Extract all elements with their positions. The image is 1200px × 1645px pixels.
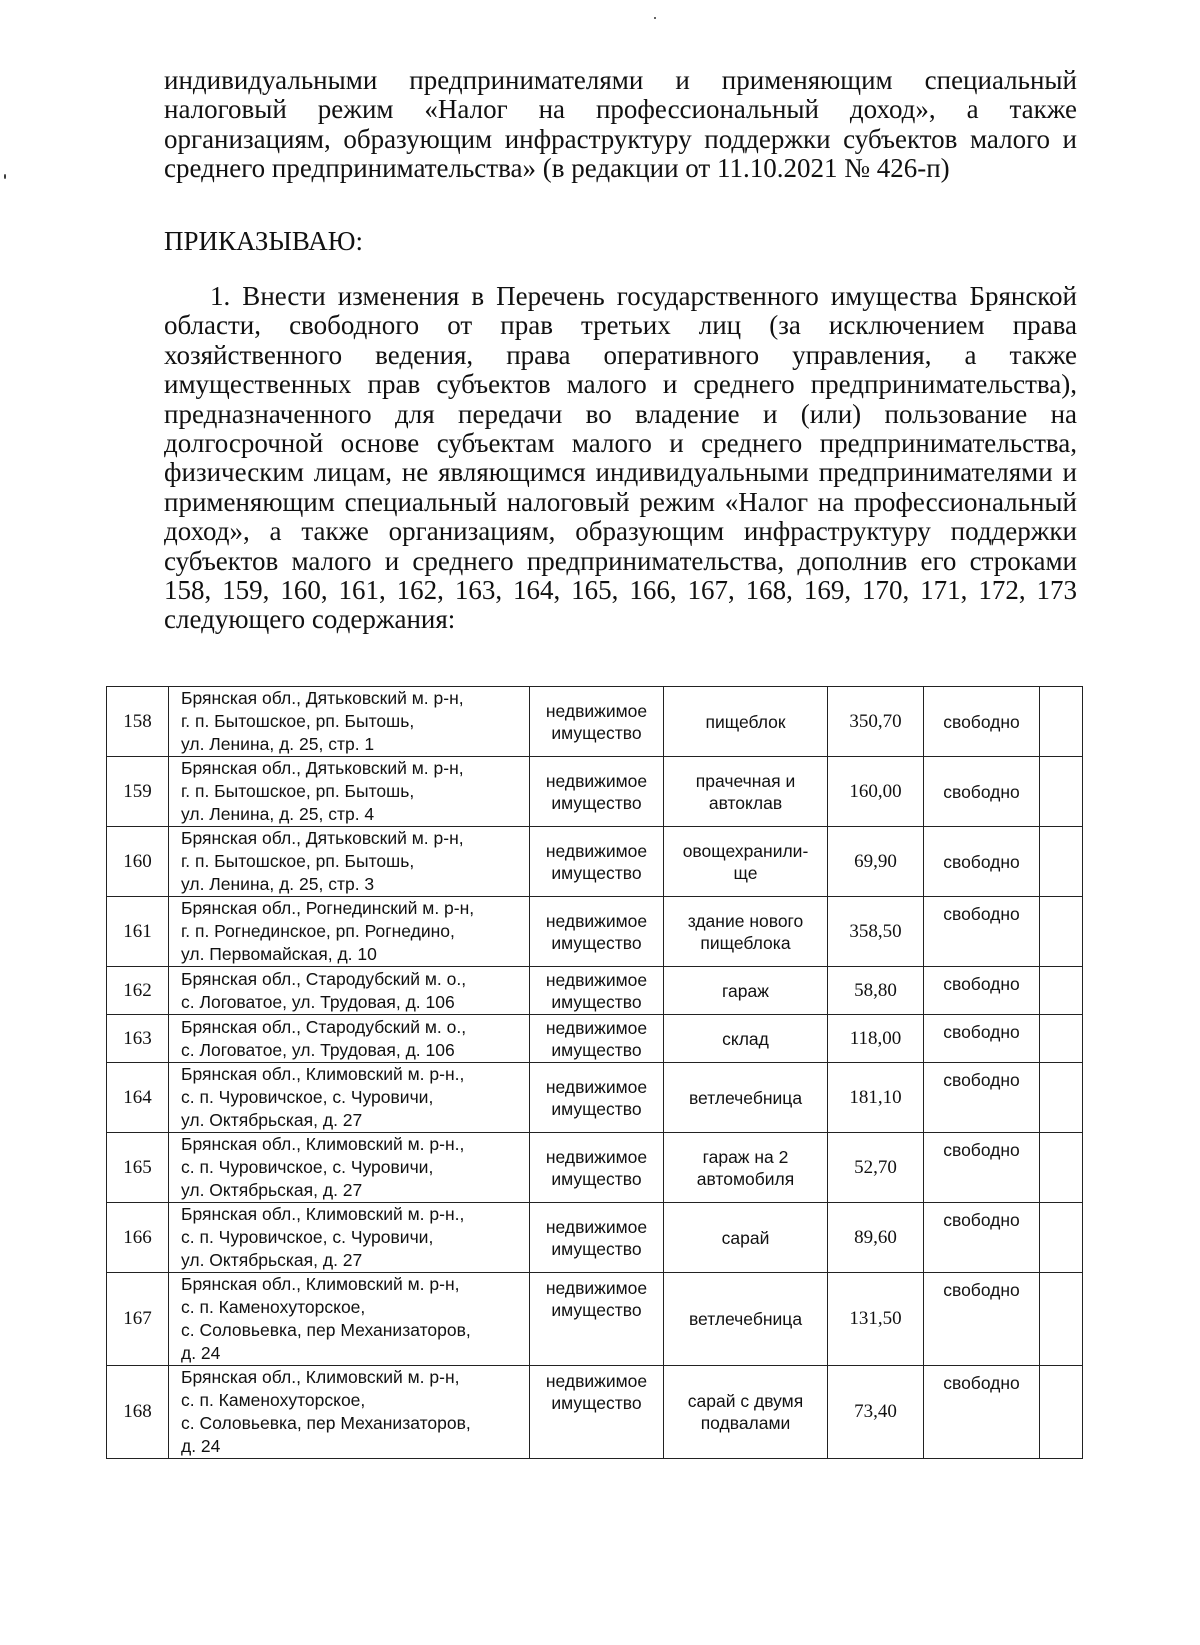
object-name-line: ветлечебница xyxy=(688,1087,803,1108)
table-row xyxy=(107,1015,1083,1063)
address-cell xyxy=(169,897,530,967)
address-line: Брянская обл., Дятьковский м. р-н, xyxy=(181,828,464,848)
property-type-line: имущество xyxy=(551,792,642,813)
address-line: д. 24 xyxy=(181,1436,221,1456)
status-cell: свободно xyxy=(924,687,1040,757)
table-row xyxy=(107,1063,1083,1133)
address-line: с. п. Каменохуторское, xyxy=(181,1297,366,1317)
property-type-cell xyxy=(530,1133,664,1203)
address-cell xyxy=(169,1273,530,1366)
scan-speck xyxy=(4,174,6,179)
row-number-cell: 166 xyxy=(107,1203,169,1273)
object-name-line: овощехранили- xyxy=(682,840,809,861)
status-cell: свободно xyxy=(924,1273,1040,1366)
table-row xyxy=(107,1203,1083,1273)
area-cell: 358,50 xyxy=(828,897,924,967)
property-type-line: имущество xyxy=(551,722,642,743)
property-type-line: недвижимое xyxy=(545,1076,648,1097)
address-line: с. Соловьевка, пер Механизаторов, xyxy=(181,1413,471,1433)
address-cell xyxy=(169,827,530,897)
table-row xyxy=(107,827,1083,897)
address-line: с. п. Чуровичское, с. Чуровичи, xyxy=(181,1157,434,1177)
object-name-line: гараж на 2 xyxy=(702,1146,789,1167)
row-number-cell: 159 xyxy=(107,757,169,827)
object-name-line: автомобиля xyxy=(696,1168,795,1189)
address-line: ул. Октябрьская, д. 27 xyxy=(181,1110,363,1130)
empty-cell xyxy=(1040,967,1083,1015)
property-type-line: недвижимое xyxy=(545,840,648,861)
address-line: д. 24 xyxy=(181,1343,221,1363)
property-type-cell xyxy=(530,1273,664,1366)
empty-cell xyxy=(1040,1015,1083,1063)
object-name-line: прачечная и xyxy=(695,770,796,791)
address-line: ул. Ленина, д. 25, стр. 3 xyxy=(181,874,375,894)
address-line: Брянская обл., Климовский м. р-н., xyxy=(181,1064,465,1084)
property-type-line: недвижимое xyxy=(545,910,648,931)
object-name-line: сарай xyxy=(721,1227,770,1248)
address-line: Брянская обл., Дятьковский м. р-н, xyxy=(181,688,464,708)
address-cell xyxy=(169,757,530,827)
address-line: Брянская обл., Стародубский м. о., xyxy=(181,968,467,989)
area-cell: 181,10 xyxy=(828,1063,924,1133)
row-number-cell: 165 xyxy=(107,1133,169,1203)
address-line: г. п. Бытошское, рп. Бытошь, xyxy=(181,851,415,871)
table-row xyxy=(107,687,1083,757)
property-type-cell xyxy=(530,1063,664,1133)
area-cell: 160,00 xyxy=(828,757,924,827)
address-line: ул. Первомайская, д. 10 xyxy=(181,944,377,964)
address-cell xyxy=(169,1015,530,1063)
address-line: Брянская обл., Стародубский м. о., xyxy=(181,1016,467,1037)
area-cell: 350,70 xyxy=(828,687,924,757)
table-body xyxy=(107,687,1083,1459)
property-type-line: недвижимое xyxy=(545,770,648,791)
scan-speck xyxy=(654,17,656,19)
object-name-cell xyxy=(664,827,828,897)
object-name-line: автоклав xyxy=(708,792,783,813)
status-cell: свободно xyxy=(924,757,1040,827)
property-type-line: имущество xyxy=(551,1393,642,1413)
address-line: Брянская обл., Рогнединский м. р-н, xyxy=(181,898,475,918)
object-name-cell xyxy=(664,1015,828,1063)
property-type-cell xyxy=(530,827,664,897)
table-row xyxy=(107,1366,1083,1459)
status-cell: свободно xyxy=(924,1133,1040,1203)
object-name-line: подвалами xyxy=(700,1413,791,1433)
status-cell: свободно xyxy=(924,827,1040,897)
object-name-cell xyxy=(664,1273,828,1366)
area-cell: 131,50 xyxy=(828,1273,924,1366)
property-type-cell xyxy=(530,687,664,757)
object-name-line: сарай с двумя xyxy=(687,1391,804,1411)
empty-cell xyxy=(1040,1133,1083,1203)
address-line: Брянская обл., Климовский м. р-н., xyxy=(181,1204,465,1224)
empty-cell xyxy=(1040,687,1083,757)
object-name-line: пищеблока xyxy=(700,932,791,953)
address-line: ул. Октябрьская, д. 27 xyxy=(181,1180,363,1200)
object-name-cell xyxy=(664,1063,828,1133)
area-cell: 58,80 xyxy=(828,967,924,1015)
property-type-line: недвижимое xyxy=(545,1216,648,1237)
address-line: с. Логоватое, ул. Трудовая, д. 106 xyxy=(181,1039,455,1060)
address-line: Брянская обл., Климовский м. р-н., xyxy=(181,1134,465,1154)
object-name-cell xyxy=(664,1133,828,1203)
area-cell: 89,60 xyxy=(828,1203,924,1273)
property-type-line: недвижимое xyxy=(545,1146,648,1167)
object-name-line: склад xyxy=(722,1028,769,1049)
address-line: с. Логоватое, ул. Трудовая, д. 106 xyxy=(181,991,455,1012)
address-line: г. п. Рогнединское, рп. Рогнедино, xyxy=(181,921,455,941)
address-line: с. п. Каменохуторское, xyxy=(181,1390,366,1410)
object-name-cell xyxy=(664,1366,828,1459)
property-type-line: имущество xyxy=(551,932,642,953)
table-row xyxy=(107,897,1083,967)
object-name-cell xyxy=(664,967,828,1015)
object-name-line: ще xyxy=(733,862,758,883)
status-cell: свободно xyxy=(924,1366,1040,1459)
row-number-cell: 168 xyxy=(107,1366,169,1459)
property-type-line: имущество xyxy=(551,1039,642,1060)
property-type-line: имущество xyxy=(551,1238,642,1259)
address-line: с. п. Чуровичское, с. Чуровичи, xyxy=(181,1087,434,1107)
property-type-line: недвижимое xyxy=(545,700,648,721)
object-name-line: ветлечебница xyxy=(688,1309,803,1329)
property-type-line: недвижимое xyxy=(545,1371,648,1391)
property-table xyxy=(106,686,1083,1459)
property-type-line: имущество xyxy=(551,1098,642,1119)
address-line: ул. Октябрьская, д. 27 xyxy=(181,1250,363,1270)
object-name-cell xyxy=(664,687,828,757)
area-cell: 69,90 xyxy=(828,827,924,897)
empty-cell xyxy=(1040,897,1083,967)
address-line: с. Соловьевка, пер Механизаторов, xyxy=(181,1320,471,1340)
row-number-cell: 167 xyxy=(107,1273,169,1366)
address-line: Брянская обл., Климовский м. р-н, xyxy=(181,1274,460,1294)
property-type-line: имущество xyxy=(551,1300,642,1320)
property-type-cell xyxy=(530,967,664,1015)
address-line: Брянская обл., Климовский м. р-н, xyxy=(181,1367,460,1387)
property-type-line: недвижимое xyxy=(545,1017,648,1038)
table-row xyxy=(107,1273,1083,1366)
status-cell: свободно xyxy=(924,967,1040,1015)
object-name-cell xyxy=(664,757,828,827)
empty-cell xyxy=(1040,1203,1083,1273)
item-1-paragraph: 1. Внести изменения в Перечень государственного имущества Брянской области, свободного от прав третьих лиц (за исключением права хозяйственного ведения, права оперативного управления, а также имущественных прав субъектов малого и среднего предпринимательства), предназначенного для передачи во владение и (или) пользование на долгосрочной основе субъектам малого и среднего предпринимательства, физическим лицам, не являющимся индивидуальными предпринимателями и применяющим специальный налоговый режим «Налог на профессиональный доход», а также организациям, образующим инфраструктуру поддержки субъектов малого и среднего предпринимательства, дополнив его строками 158, 159, 160, 161, 162, 163, 164, 165, 166, 167, 168, 169, 170, 171, 172, 173 следующего содержания: xyxy=(164,281,1077,635)
address-cell xyxy=(169,1063,530,1133)
object-name-cell xyxy=(664,1203,828,1273)
table-row xyxy=(107,1133,1083,1203)
address-cell xyxy=(169,967,530,1015)
empty-cell xyxy=(1040,1063,1083,1133)
property-type-cell xyxy=(530,897,664,967)
address-line: ул. Ленина, д. 25, стр. 1 xyxy=(181,734,375,754)
empty-cell xyxy=(1040,1366,1083,1459)
intro-paragraph: индивидуальными предпринимателями и применяющим специальный налоговый режим «Налог на профессиональный доход», а также организациям, образующим инфраструктуру поддержки субъектов малого и среднего предпринимательства» (в редакции от 11.10.2021 № 426-п) xyxy=(164,65,1077,184)
row-number-cell: 164 xyxy=(107,1063,169,1133)
object-name-line: пищеблок xyxy=(705,711,786,732)
order-heading: ПРИКАЗЫВАЮ: xyxy=(164,226,363,256)
property-type-cell xyxy=(530,1203,664,1273)
table-row xyxy=(107,967,1083,1015)
property-type-cell xyxy=(530,1015,664,1063)
address-cell xyxy=(169,1203,530,1273)
empty-cell xyxy=(1040,827,1083,897)
address-line: ул. Ленина, д. 25, стр. 4 xyxy=(181,804,375,824)
property-type-line: недвижимое xyxy=(545,969,648,990)
status-cell: свободно xyxy=(924,1203,1040,1273)
address-line: г. п. Бытошское, рп. Бытошь, xyxy=(181,711,415,731)
area-cell: 118,00 xyxy=(828,1015,924,1063)
address-line: г. п. Бытошское, рп. Бытошь, xyxy=(181,781,415,801)
status-cell: свободно xyxy=(924,897,1040,967)
table-row xyxy=(107,757,1083,827)
empty-cell xyxy=(1040,757,1083,827)
property-type-line: имущество xyxy=(551,862,642,883)
address-cell xyxy=(169,687,530,757)
area-cell: 73,40 xyxy=(828,1366,924,1459)
property-type-cell xyxy=(530,757,664,827)
object-name-line: гараж xyxy=(722,980,769,1001)
status-cell: свободно xyxy=(924,1063,1040,1133)
area-cell: 52,70 xyxy=(828,1133,924,1203)
status-cell: свободно xyxy=(924,1015,1040,1063)
property-type-line: имущество xyxy=(551,991,642,1012)
empty-cell xyxy=(1040,1273,1083,1366)
row-number-cell: 162 xyxy=(107,967,169,1015)
row-number-cell: 158 xyxy=(107,687,169,757)
row-number-cell: 160 xyxy=(107,827,169,897)
address-cell xyxy=(169,1133,530,1203)
property-type-line: недвижимое xyxy=(545,1278,648,1298)
object-name-line: здание нового xyxy=(687,910,804,931)
row-number-cell: 163 xyxy=(107,1015,169,1063)
address-line: с. п. Чуровичское, с. Чуровичи, xyxy=(181,1227,434,1247)
property-type-cell xyxy=(530,1366,664,1459)
address-line: Брянская обл., Дятьковский м. р-н, xyxy=(181,758,464,778)
object-name-cell xyxy=(664,897,828,967)
property-type-line: имущество xyxy=(551,1168,642,1189)
address-cell xyxy=(169,1366,530,1459)
row-number-cell: 161 xyxy=(107,897,169,967)
